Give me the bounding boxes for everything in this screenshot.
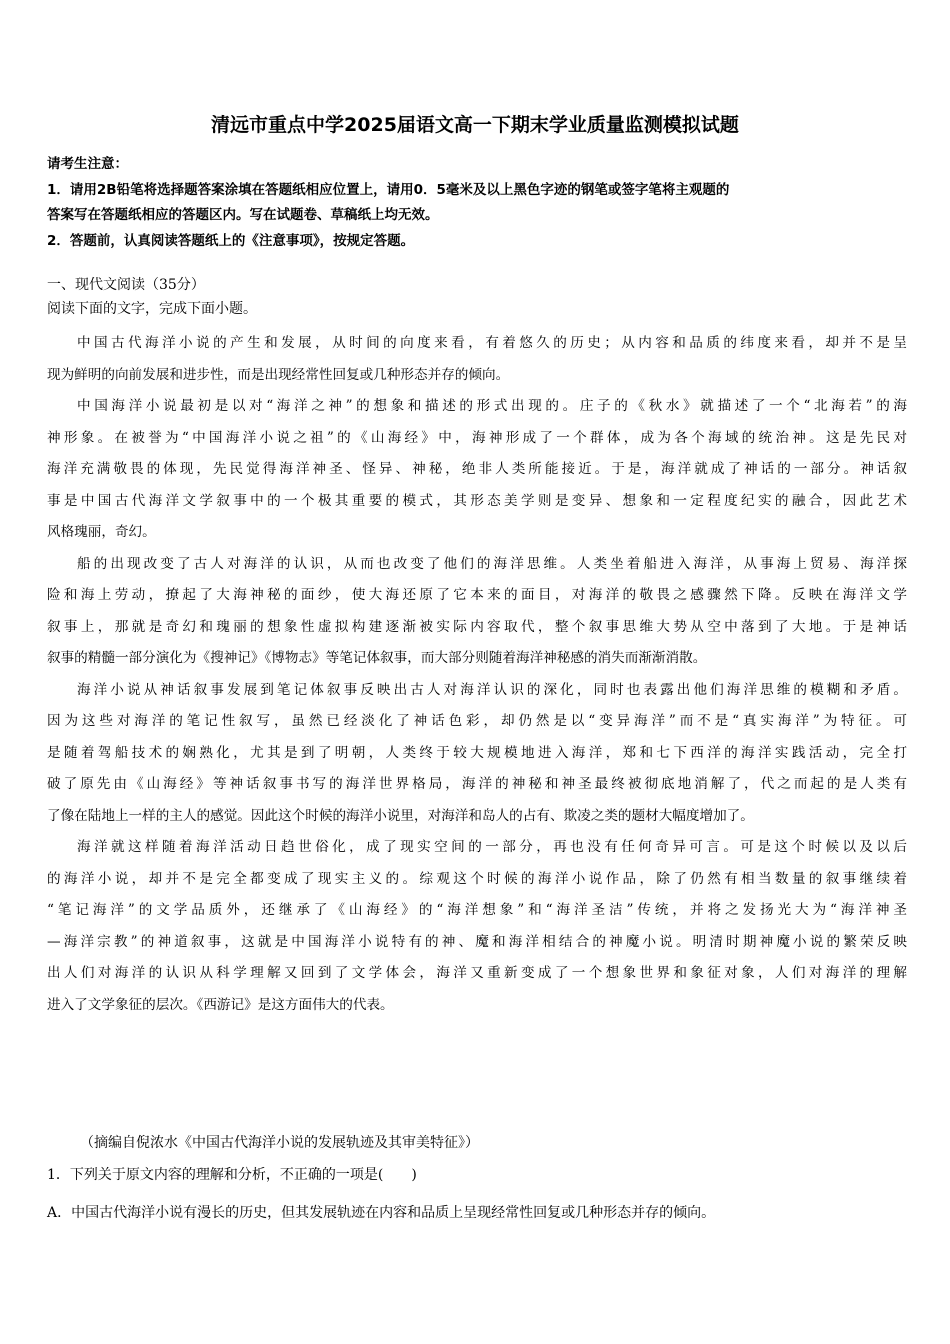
article-line: 海洋小说从神话叙事发展到笔记体叙事反映出古人对海洋认识的深化，同时也表露出他们海洋思维的模糊和矛盾。 xyxy=(77,681,907,698)
exam-notice xyxy=(47,152,907,254)
article-line: 因为这些对海洋的笔记性叙写，虽然已经淡化了神话色彩，却仍然是以“变异海洋”而不是“真实海洋”为特征。可 xyxy=(47,713,907,729)
article-line: 出人们对海洋的认识从科学理解又回到了文学体会，海洋又重新变成了一个想象世界和象征对象，人们对海洋的理解 xyxy=(47,965,907,981)
article-line: 险和海上劳动，撩起了大海神秘的面纱，使大海还原了它本来的面目，对海洋的敬畏之感骤然下降。反映在海洋文学 xyxy=(47,587,907,603)
article-line: 海洋就这样随着海洋活动日趋世俗化，成了现实空间的一部分，再也没有任何奇异可言。可是这个时候以及以后 xyxy=(77,839,907,855)
question-stem: 1．下列关于原文内容的理解和分析，不正确的一项是( ) xyxy=(47,1167,417,1183)
article-line: 中国海洋小说最初是以对“海洋之神”的想象和描述的形式出现的。庄子的《秋水》就描述了一个“北海若”的海 xyxy=(77,398,907,414)
article-line: 船的出现改变了古人对海洋的认识，从而也改变了他们的海洋思维。人类坐着船进入海洋，从事海上贸易、海洋探 xyxy=(77,555,907,572)
article-line: 海洋充满敬畏的体现，先民觉得海洋神圣、怪异、神秘，绝非人类所能接近。于是，海洋就成了神话的一部分。神话叙 xyxy=(47,461,907,477)
section-heading: 一、现代文阅读（35分） xyxy=(47,277,205,293)
article-line: 是随着驾船技术的娴熟化，尤其是到了明朝，人类终于较大规模地进入海洋，郑和七下西洋的海洋实践活动，完全打 xyxy=(47,744,907,761)
article-line: 叙事的精髓一部分演化为《搜神记》《博物志》等笔记体叙事，而大部分则随着海洋神秘感的消失而渐渐消散。 xyxy=(47,650,707,666)
article-source: （摘编自倪浓水《中国古代海洋小说的发展轨迹及其审美特征》） xyxy=(80,1135,479,1151)
question-option-a: A．中国古代海洋小说有漫长的历史，但其发展轨迹在内容和品质上呈现经常性回复或几种形态并存的倾向。 xyxy=(47,1205,716,1221)
article-line: 的海洋小说，却并不是完全都变成了现实主义的。综观这个时候的海洋小说作品，除了仍然有相当数量的叙事继续着 xyxy=(47,870,907,887)
article-line: 风格瑰丽，奇幻。 xyxy=(47,524,156,540)
article-line: 了像在陆地上一样的主人的感觉。因此这个时候的海洋小说里，对海洋和岛人的占有、欺凌之类的题材大幅度增加了。 xyxy=(47,807,754,824)
notice-line: 2．答题前，认真阅读答题纸上的《注意事项》，按规定答题。 xyxy=(47,232,415,249)
article-line: “笔记海洋”的文学品质外，还继承了《山海经》的“海洋想象”和“海洋圣洁”传统，并将之发扬光大为“海洋神圣 xyxy=(47,902,907,918)
notice-line: 1．请用2B铅笔将选择题答案涂填在答题纸相应位置上，请用0．5毫米及以上黑色字迹的钢笔或签字笔将主观题的 xyxy=(47,181,730,198)
article-line: 破了原先由《山海经》等神话叙事书写的海洋世界格局，海洋的神秘和神圣最终被彻底地消解了，代之而起的是人类有 xyxy=(47,776,907,792)
article-line: 神形象。在被誉为“中国海洋小说之祖”的《山海经》中，海神形成了一个群体，成为各个海域的统治神。这是先民对 xyxy=(47,429,907,446)
reading-article xyxy=(47,328,907,1021)
article-line: 进入了文学象征的层次。《西游记》是这方面伟大的代表。 xyxy=(47,996,394,1013)
article-line: 叙事上，那就是奇幻和瑰丽的想象性虚拟构建逐渐被实际内容取代，整个叙事思维大势从空中落到了大地。于是神话 xyxy=(47,618,907,635)
exam-title: 清远市重点中学2025届语文高一下期末学业质量监测模拟试题 xyxy=(211,114,739,136)
reading-instruction: 阅读下面的文字，完成下面小题。 xyxy=(47,301,257,317)
notice-heading: 请考生注意： xyxy=(47,156,128,172)
article-line: 中国古代海洋小说的产生和发展，从时间的向度来看，有着悠久的历史；从内容和品质的纬度来看，却并不是呈 xyxy=(77,335,907,351)
article-line: 事是中国古代海洋文学叙事中的一个极其重要的模式，其形态美学则是变异、想象和一定程度纪实的融合，因此艺术 xyxy=(47,492,907,509)
article-line: —海洋宗教”的神道叙事，这就是中国海洋小说特有的神、魔和海洋相结合的神魔小说。明清时期神魔小说的繁荣反映 xyxy=(47,933,907,950)
article-line: 现为鲜明的向前发展和进步性，而是出现经常性回复或几种形态并存的倾向。 xyxy=(47,366,510,383)
notice-line: 答案写在答题纸相应的答题区内。写在试题卷、草稿纸上均无效。 xyxy=(47,207,439,223)
